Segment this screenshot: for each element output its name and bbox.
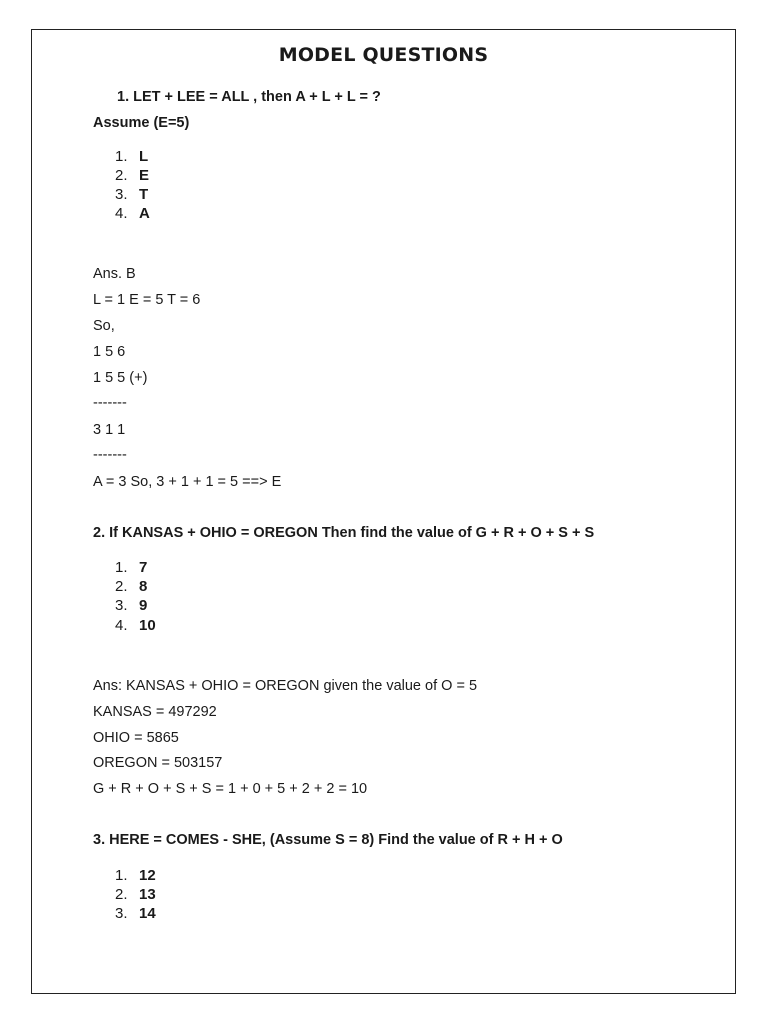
q1-option-2: 2. E — [115, 167, 150, 184]
q3-option-2: 2. 13 — [115, 886, 156, 903]
q1-answer-line: L = 1 E = 5 T = 6 — [93, 292, 201, 308]
q1-answer-line: A = 3 So, 3 + 1 + 1 = 5 ==> E — [93, 474, 282, 490]
q1-answer-line: 1 5 5 (+) — [93, 370, 148, 386]
q1-answer-line: ------- — [93, 447, 127, 463]
q2-option-1: 1. 7 — [115, 559, 148, 576]
q1-option-4: 4. A — [115, 205, 150, 222]
q1-answer-line: 1 5 6 — [93, 344, 126, 360]
q2-option-3: 3. 9 — [115, 597, 148, 614]
q1-answer-line: Ans. B — [93, 266, 136, 282]
q2-option-4: 4. 10 — [115, 617, 156, 634]
q2-answer-line: OHIO = 5865 — [93, 730, 179, 746]
q2-answer-line: G + R + O + S + S = 1 + 0 + 5 + 2 + 2 = 10 — [93, 781, 368, 797]
q2-answer-line: OREGON = 503157 — [93, 755, 223, 771]
question-1: 1. LET + LEE = ALL , then A + L + L = ? — [117, 89, 381, 105]
q2-answer-line: KANSAS = 497292 — [93, 704, 217, 720]
question-1-assumption: Assume (E=5) — [93, 115, 190, 131]
q1-answer-line: ------- — [93, 395, 127, 411]
q2-answer-line: Ans: KANSAS + OHIO = OREGON given the value of O = 5 — [93, 678, 478, 694]
question-2: 2. If KANSAS + OHIO = OREGON Then find the value of G + R + O + S + S — [93, 525, 595, 541]
q1-answer-line: 3 1 1 — [93, 422, 126, 438]
q1-option-3: 3. T — [115, 186, 149, 203]
question-3: 3. HERE = COMES - SHE, (Assume S = 8) Find the value of R + H + O — [93, 832, 563, 848]
q2-option-2: 2. 8 — [115, 578, 148, 595]
q1-answer-line: So, — [93, 318, 115, 334]
q3-option-1: 1. 12 — [115, 867, 156, 884]
page-title: MODEL QUESTIONS — [278, 44, 489, 66]
q1-option-1: 1. L — [115, 148, 149, 165]
q3-option-3: 3. 14 — [115, 905, 156, 922]
